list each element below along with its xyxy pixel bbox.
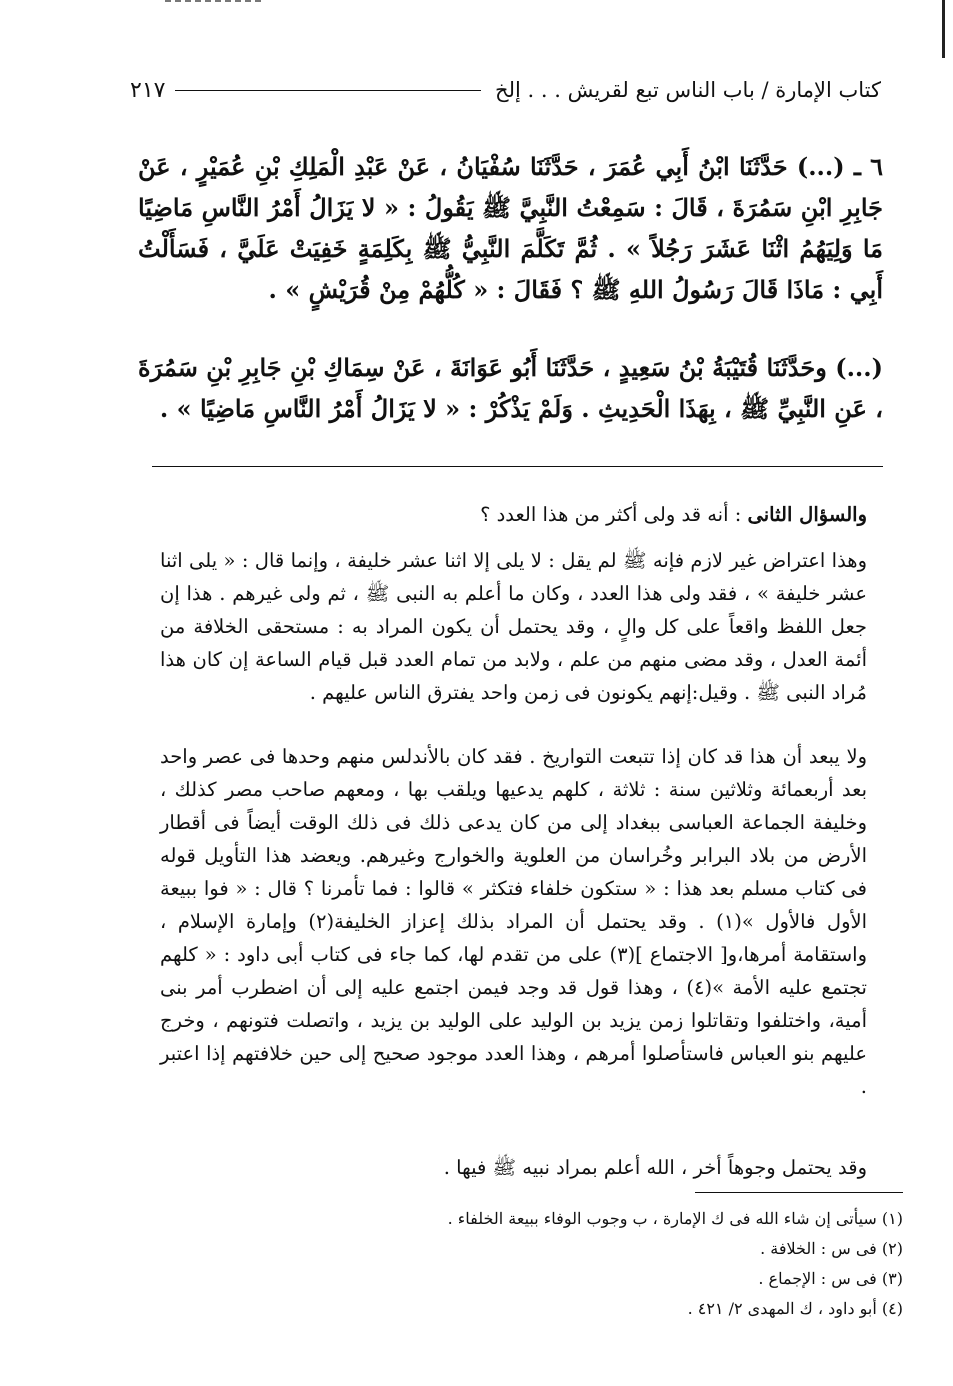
- question-text: : أنه قد ولى أكثر من هذا العدد ؟: [480, 502, 748, 526]
- running-header: [130, 72, 881, 108]
- footnote-divider: [695, 1192, 903, 1193]
- running-title: كتاب الإمارة / باب الناس تبع لقريش . . . إلخ: [495, 78, 881, 102]
- commentary-paragraph-2: ولا يبعد أن هذا قد كان إذا تتبعت التواريخ . فقد كان بالأندلس منهم وحدها فى عصر واحد بعد أربعمائة وثلاثين سنة : ثلاثة ، كلهم يدعيها ويلقب بها ، ومعهم صاحب مصر كذلك ، وخليفة الجماعة العباسى ببغداد إلى من كان يدعى ذلك فى ذلك الوقت أيضاً فى أقطار الأرض من بلاد البرابر وخُراسان من العلوية والخوارج وغيرهم. ويعضد هذا التأويل قوله فى كتاب مسلم بعد هذا : « ستكون خلفاء فتكثر » قالوا : فما تأمرنا ؟ قال : « فوا ببيعة الأول فالأول »(١) . وقد يحتمل أن المراد بذلك إعزاز الخليفة(٢) وإمارة الإسلام ، واستقامة أمرها،و[ الاجتماع ](٣) على من تقدم لها، كما جاء فى كتاب أبى داود : « كلهم تجتمع عليه الأمة »(٤) ، وهذا قول قد وجد فيمن اجتمع عليه إلى أن اضطرب أمر بنى أمية، واختلفوا وتقاتلوا زمن يزيد بن الوليد على الوليد بن يزيد ، واتصلت فتونهم ، وخرج عليهم بنو العباس فاستأصلوا أمرهم ، وهذا العدد موجود صحيح إلى حين خلافتهم إذا اعتبر .: [160, 744, 868, 1098]
- commentary-paragraph-3: وقد يحتمل وجوهاً أخر ، الله أعلم بمراد نبيه ﷺ فيها .: [443, 1155, 867, 1179]
- hadith-text-2: (...) وحَدَّثَنَا قُتَيْبَةُ بْنُ سَعِيدٍ ، حَدَّثَنَا أَبُو عَوَانَةَ ، عَنْ سِمَاكِ بْنِ جَابِرِ بْنِ سَمُرَةَ ، عَنِ النَّبِيِّ ﷺ ، بِهَذَا الْحَدِيثِ . وَلَمْ يَذْكُرْ : « لا يَزَالُ أَمْرُ النَّاسِ مَاضِيًا » .: [138, 353, 883, 423]
- question-line: [160, 498, 867, 531]
- hadith-text-1: ٦ ـ (...) حَدَّثَنَا ابْنُ أَبِي عُمَرَ ، حَدَّثَنَا سُفْيَانُ ، عَنْ عَبْدِ الْمَلِكِ بْنِ عُمَيْرٍ ، عَنْ جَابِرِ ابْنِ سَمُرَةَ ، قَالَ : سَمِعْتُ النَّبِيَّ ﷺ يَقُولُ : « لا يَزَالُ أَمْرُ النَّاسِ مَاضِيًا مَا وَلِيَهُمُ اثْنَا عَشَرَ رَجُلاً » . ثُمَّ تَكَلَّمَ النَّبِيُّ ﷺ بِكَلِمَةٍ خَفِيَتْ عَلَيَّ ، فَسَأَلْتُ أَبِي : مَاذَا قَالَ رَسُولُ اللهِ ﷺ ؟ فَقَالَ : « كُلُّهُمْ مِنْ قُرَيْشٍ » .: [138, 152, 883, 304]
- page-number: ٢١٧: [130, 77, 166, 103]
- question-label: والسؤال الثانى: [747, 502, 867, 526]
- section-divider: [152, 466, 883, 467]
- page-edge-shadow: [942, 0, 945, 58]
- footnote-2: (٢) فى س : الخلافة .: [760, 1239, 903, 1258]
- scan-artifact: [165, 0, 261, 8]
- footnote-4: (٤) أبو داود ، ك المهدى ٢/ ٤٢١ .: [687, 1299, 903, 1318]
- footnote-1: (١) سيأتى إن شاء الله فى ك الإمارة ، ب وجوب الوفاء ببيعة الخلفاء .: [447, 1209, 903, 1228]
- commentary-paragraph-1: وهذا اعتراض غير لازم فإنه ﷺ لم يقل : لا يلى إلا اثنا عشر خليفة ، وإنما قال : « يلى اثنا عشر خليفة » ، فقد ولى هذا العدد ، وكان ما أعلم به النبى ﷺ ، ثم ولى غيرهم . هذا إن جعل اللفظ واقعاً على كل والٍ ، وقد يحتمل أن يكون المراد به : مستحقى الخلافة من أئمة العدل ، وقد مضى منهم من علم ، ولابد من تمام العدد قبل قيام الساعة إن كان هذا مُراد النبى ﷺ . وقيل:إنهم يكونون فى زمن واحد يفترق الناس عليهم .: [160, 548, 867, 704]
- header-rule: [175, 90, 481, 91]
- footnotes-list: [300, 1204, 903, 1324]
- footnote-3: (٣) فى س : الإجماع .: [758, 1269, 903, 1288]
